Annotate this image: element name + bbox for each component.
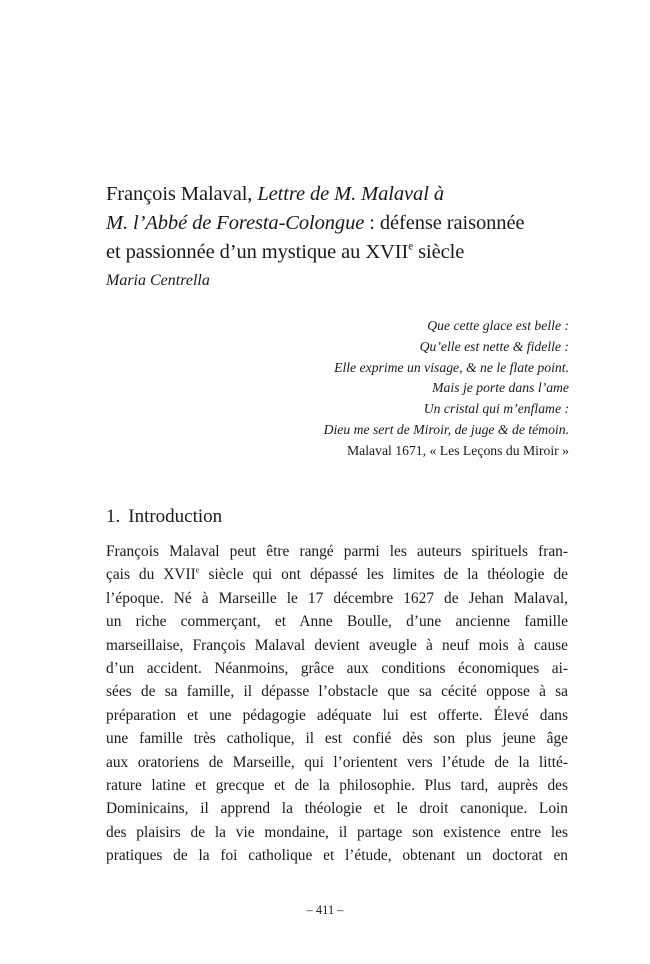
chapter-title-line-2: [106, 209, 576, 238]
epigraph-line: Qu’elle est nette & fidelle :: [419, 338, 569, 354]
title-superscript: e: [408, 240, 414, 253]
section-number: 1.: [106, 506, 121, 527]
epigraph-line: Dieu me sert de Miroir, de juge & de témoin.: [323, 421, 569, 437]
epigraph-line: Elle exprime un visage, & ne le flate point.: [334, 359, 569, 375]
title-subtitle-3: siècle: [413, 241, 465, 263]
title-subtitle-2: et passionnée d’un mystique au XVII: [106, 241, 409, 263]
chapter-title-line-3: [106, 238, 576, 267]
body-line: des plaisirs de la vie mondaine, il partage son existence entre les: [106, 823, 568, 841]
body-line: pratiques de la foi catholique et l’étude, obtenant un doctorat en: [106, 847, 568, 865]
body-paragraph: [106, 540, 568, 867]
body-line: un riche commerçant, et Anne Boulle, d’une ancienne famille: [106, 613, 568, 631]
title-author-name: François Malaval,: [106, 183, 258, 205]
body-line: rature latine et grecque et de la philosophie. Plus tard, auprès des: [106, 776, 568, 794]
body-line: une famille très catholique, il est confié dès son plus jeune âge: [106, 730, 568, 748]
epigraph: [260, 316, 569, 462]
epigraph-line: Mais je porte dans l’ame: [432, 380, 569, 396]
section-title: Introduction: [128, 506, 223, 527]
chapter-title-line-1: [106, 180, 576, 209]
body-line: marseillaise, François Malaval devient aveugle à neuf mois à cause: [106, 636, 568, 654]
body-line: l’époque. Né à Marseille le 17 décembre 1627 de Jehan Malaval,: [106, 589, 568, 607]
body-line: préparation et une pédagogie adéquate lui est offerte. Élevé dans: [106, 706, 568, 724]
body-line: François Malaval peut être rangé parmi les auteurs spirituels fran-: [106, 543, 568, 560]
chapter-author: Maria Centrella: [106, 272, 210, 289]
title-work-italic-1: Lettre de M. Malaval à: [257, 183, 444, 205]
epigraph-line: Un cristal qui m’enflame :: [423, 401, 569, 417]
body-superscript: e: [195, 565, 200, 576]
body-line: Dominicains, il apprend la théologie et le droit canonique. Loin: [106, 800, 568, 818]
body-line: [106, 563, 568, 586]
page-number: – 411 –: [306, 903, 344, 917]
title-work-italic-2: M. l’Abbé de Foresta-Colongue: [106, 212, 365, 234]
body-text-fragment: çais du XVII: [106, 566, 196, 584]
body-line: d’un accident. Néanmoins, grâce aux conditions économiques ai-: [106, 659, 568, 677]
body-line: aux oratoriens de Marseille, qui l’orientent vers l’étude de la litté-: [106, 753, 568, 771]
title-subtitle-1: : défense raisonnée: [364, 212, 525, 234]
body-line: sées de sa famille, il dépasse l’obstacle que sa cécité oppose à sa: [106, 683, 568, 701]
chapter-title-block: [106, 180, 576, 292]
epigraph-source: Malaval 1671, « Les Leçons du Miroir »: [347, 442, 569, 458]
epigraph-line: Que cette glace est belle :: [427, 318, 569, 333]
section-heading: [106, 505, 222, 529]
body-text-fragment: siècle qui ont dépassé les limites de la théologie de: [199, 566, 568, 584]
